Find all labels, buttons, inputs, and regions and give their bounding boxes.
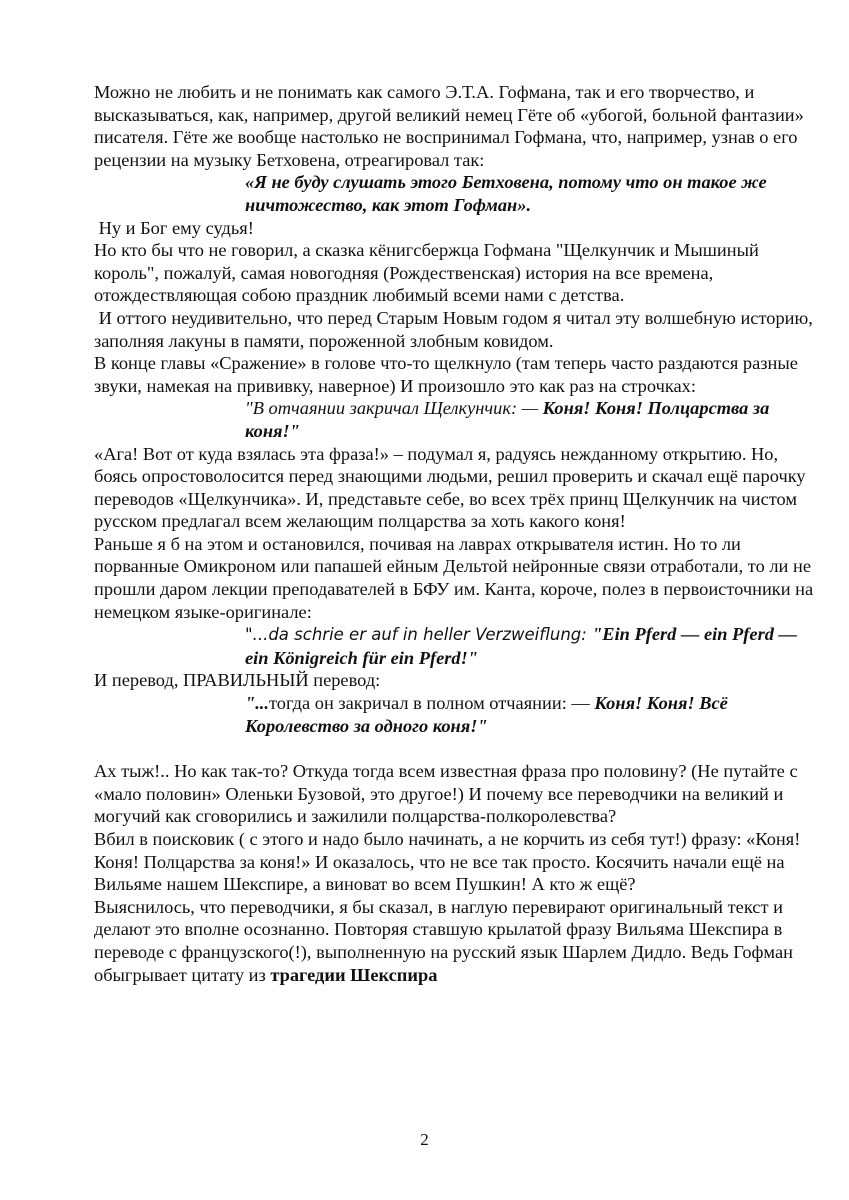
paragraph-judge: Ну и Бог ему судья!: [94, 217, 254, 238]
quote-correct-bold-start: "...: [245, 693, 270, 714]
quote-nutcracker-bold: Коня! Коня! Полцарства за коня!": [245, 398, 770, 441]
quote-german: [94, 623, 814, 669]
quote-goethe: «Я не буду слушать этого Бетховена, потому что он такое же ничтожество, как этот Гофман».: [245, 172, 767, 215]
paragraph-correct-translation: И перевод, ПРАВИЛЬНЫЙ перевод:: [94, 670, 381, 691]
quote-nutcracker: [94, 397, 814, 442]
paragraph-search: Вбил в поисковик ( с этого и надо было начинать, а не корчить из себя тут!) фразу: «Коня! Коня! Полцарства за коня!» И оказалось, что не все так просто. Косячить начали ещё на Вильяме нашем Шекспире, а виноват во всем Пушкин! А кто ж ещё?: [94, 829, 801, 895]
blank-line: [94, 737, 814, 760]
quote-german-plain: "...da schrie er auf in heller Verzweiflung:: [245, 625, 593, 645]
quote-correct: [94, 692, 814, 737]
paragraph-discovery: «Ага! Вот от куда взялась эта фраза!» – подумал я, радуясь нежданному открытию. Но, боясь опростоволосится перед знающими людьми, решил проверить и скачал ещё парочку переводов «Щелкунчика». И, представьте себе, во всех трёх принц Щелкунчик на чистом русском предлагал всем желающим полцарства за хоть какого коня!: [94, 443, 806, 532]
paragraph-intro: Можно не любить и не понимать как самого Э.Т.А. Гофмана, так и его творчество, и высказываться, как, например, другой великий немец Гёте об «убогой, больной фантазии» писателя. Гёте же вообще настолько не воспринимал Гофмана, что, например, узнав о его рецензии на музыку Бетховена, отреагировал так:: [94, 82, 804, 170]
paragraph-half: Ах тыж!.. Но как так-то? Откуда тогда всем известная фраза про половину? (Не путайте с «мало половин» Оленьки Бузовой, это другое!) И почему все переводчики на великий и могучий как сговорились и зажилили полцарства-полкоролевства?: [94, 761, 798, 827]
paragraph-reading: И оттого неудивительно, что перед Старым Новым годом я читал эту волшебную историю, заполняя лакуны в памяти, пороженной злобным ковидом.: [94, 307, 818, 351]
quote-correct-plain: тогда он закричал в полном отчаянии: —: [269, 693, 595, 714]
paragraph-translators: [94, 896, 814, 986]
paragraph-sources: Раньше я б на этом и остановился, почивая на лаврах открывателя истин. Но то ли порванные Омикроном или папашей ейным Дельтой нейронные связи отработали, то ли не прошли даром лекции преподавателей в БФУ им. Канта, короче, полез в первоисточники на немецком языке-оригинале:: [94, 533, 814, 622]
quote-nutcracker-plain: "В отчаянии закричал Щелкунчик: —: [245, 398, 543, 419]
page-number: 2: [420, 1130, 429, 1149]
paragraph-battle: В конце главы «Сражение» в голове что-то щелкнуло (там теперь часто раздаются разные звуки, намекая на прививку, наверное) И произошло это как раз на строчках:: [94, 353, 798, 396]
paragraph-translators-text: Выяснилось, что переводчики, я бы сказал, в наглую перевирают оригинальный текст и делают это вполне осознанно. Повторяя ставшую крылатой фразу Вильяма Шекспира в переводе с французского(!), выполненную на русский язык Шарлем Дидло. Ведь Гофман обыгрывает цитату из: [94, 896, 793, 985]
quote-correct-bold-end: Коня! Коня! Всё Королевство за одного коня!": [245, 693, 728, 736]
paragraph-translators-bold: трагедии Шекспира: [270, 964, 438, 985]
quote-german-bold: "Ein Pferd — ein Pferd — ein Königreich für ein Pferd!": [245, 624, 797, 668]
body-text: [94, 81, 818, 986]
paragraph-nutcracker: Но кто бы что не говорил, а сказка кёнигсбержца Гофмана "Щелкунчик и Мышиный король", пожалуй, самая новогодняя (Рождественская) история на все времена, отождествляющая собою праздник любимый всеми нами с детства.: [94, 240, 759, 306]
